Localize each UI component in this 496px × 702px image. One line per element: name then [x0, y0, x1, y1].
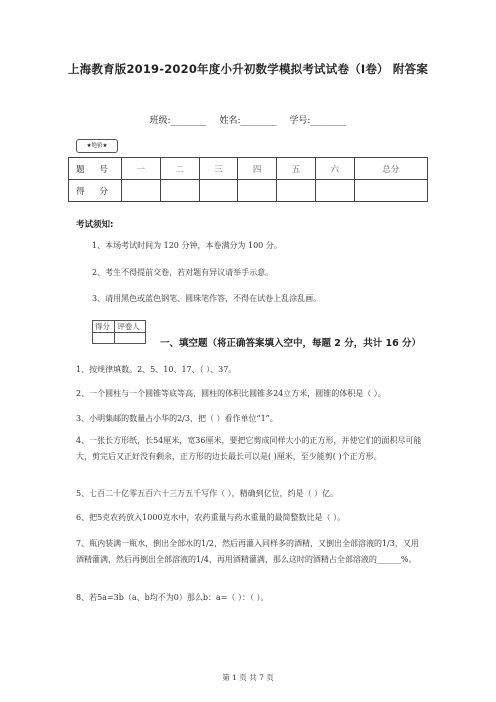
grader-score-label: 得分 [93, 321, 115, 333]
score-input-cell[interactable] [199, 180, 238, 202]
score-table [68, 157, 428, 202]
notice-item: 3、请用黑色或蓝色钢笔、圆珠笔作答，不得在试卷上乱涂乱画。 [92, 294, 322, 303]
grader-name-label: 评卷人 [115, 321, 146, 333]
question-item: 6、把5克农药放入1000克水中，农药重量与药水重量的最简整数比是（ ）。 [76, 513, 346, 522]
score-table-header-row [69, 158, 428, 180]
score-table-cell: 五 [277, 158, 316, 180]
score-input-cell[interactable] [122, 180, 161, 202]
score-input-cell[interactable] [315, 180, 354, 202]
confidential-badge: ★绝密★ [76, 139, 118, 153]
student-number-field[interactable]: 学号:________ [289, 116, 347, 126]
question-item: 5、七百二十亿零五百六十三万五千写作（ ），精确到亿位，约是（ ）亿。 [76, 489, 339, 498]
name-field[interactable]: 姓名:________ [219, 116, 277, 126]
score-table-cell: 二 [160, 158, 199, 180]
question-item: 3、小明集邮的数量占小华的2/3，把（ ）看作单位“1”。 [76, 414, 278, 423]
score-table-cell: 总分 [354, 158, 427, 180]
notice-item: 1、本场考试时间为 120 分钟，本卷满分为 100 分。 [92, 241, 282, 250]
score-input-cell[interactable] [238, 180, 277, 202]
page-footer: 第 1 页 共 7 页 [222, 673, 274, 682]
question-item: 1、按规律填数。2、5、10、17、（ ）、37。 [76, 365, 237, 374]
notice-title: 考试须知: [76, 220, 114, 230]
section-title: 一、填空题（将正确答案填入空中，每题 2 分，共计 16 分） [160, 338, 422, 349]
grader-name-cell[interactable] [115, 333, 146, 344]
score-input-cell[interactable] [354, 180, 427, 202]
grader-box [92, 320, 146, 344]
student-info-line [0, 113, 496, 126]
question-item: 7、瓶内装满一瓶水，倒出全部水的1/2，然后再灌入同样多的酒精，又倒出全部溶液的1/3，又用酒精灌满，然后再倒出全部溶液的1/4，再用酒精灌满，那么这时的酒精占全部溶液的______%。 [76, 539, 419, 564]
document-title: 上海教育版2019-2020年度小升初数学模拟考试试卷（I卷） 附答案 [67, 62, 429, 76]
question-item: 8、若5a=3b（a、b均不为0）那么b：a=（ ）：（ ）。 [76, 593, 269, 602]
score-table-cell: 题 号 [69, 158, 122, 180]
class-field[interactable]: 班级:________ [149, 116, 207, 126]
question-item: 2、一个圆柱与一个圆锥等底等高，圆柱的体积比圆锥多24立方米，圆锥的体积是（ ）。 [76, 389, 386, 398]
score-table-cell: 一 [122, 158, 161, 180]
score-table-cell: 六 [315, 158, 354, 180]
score-table-cell: 得 分 [69, 180, 122, 202]
grader-score-cell[interactable] [93, 333, 115, 344]
score-table-score-row [69, 180, 428, 202]
score-input-cell[interactable] [277, 180, 316, 202]
score-table-cell: 四 [238, 158, 277, 180]
score-input-cell[interactable] [160, 180, 199, 202]
notice-item: 2、考生不得提前交卷，若对题有异议请举手示意。 [92, 268, 274, 277]
question-item: 4、一张长方形纸，长54厘米，宽36厘米，要把它剪成同样大小的正方形，并使它们的面积尽可能大，剪完后又正好没有剩余，正方形的边长最长可以是( )厘米，至少能剪( )个正方形。 [76, 436, 422, 461]
score-table-cell: 三 [199, 158, 238, 180]
